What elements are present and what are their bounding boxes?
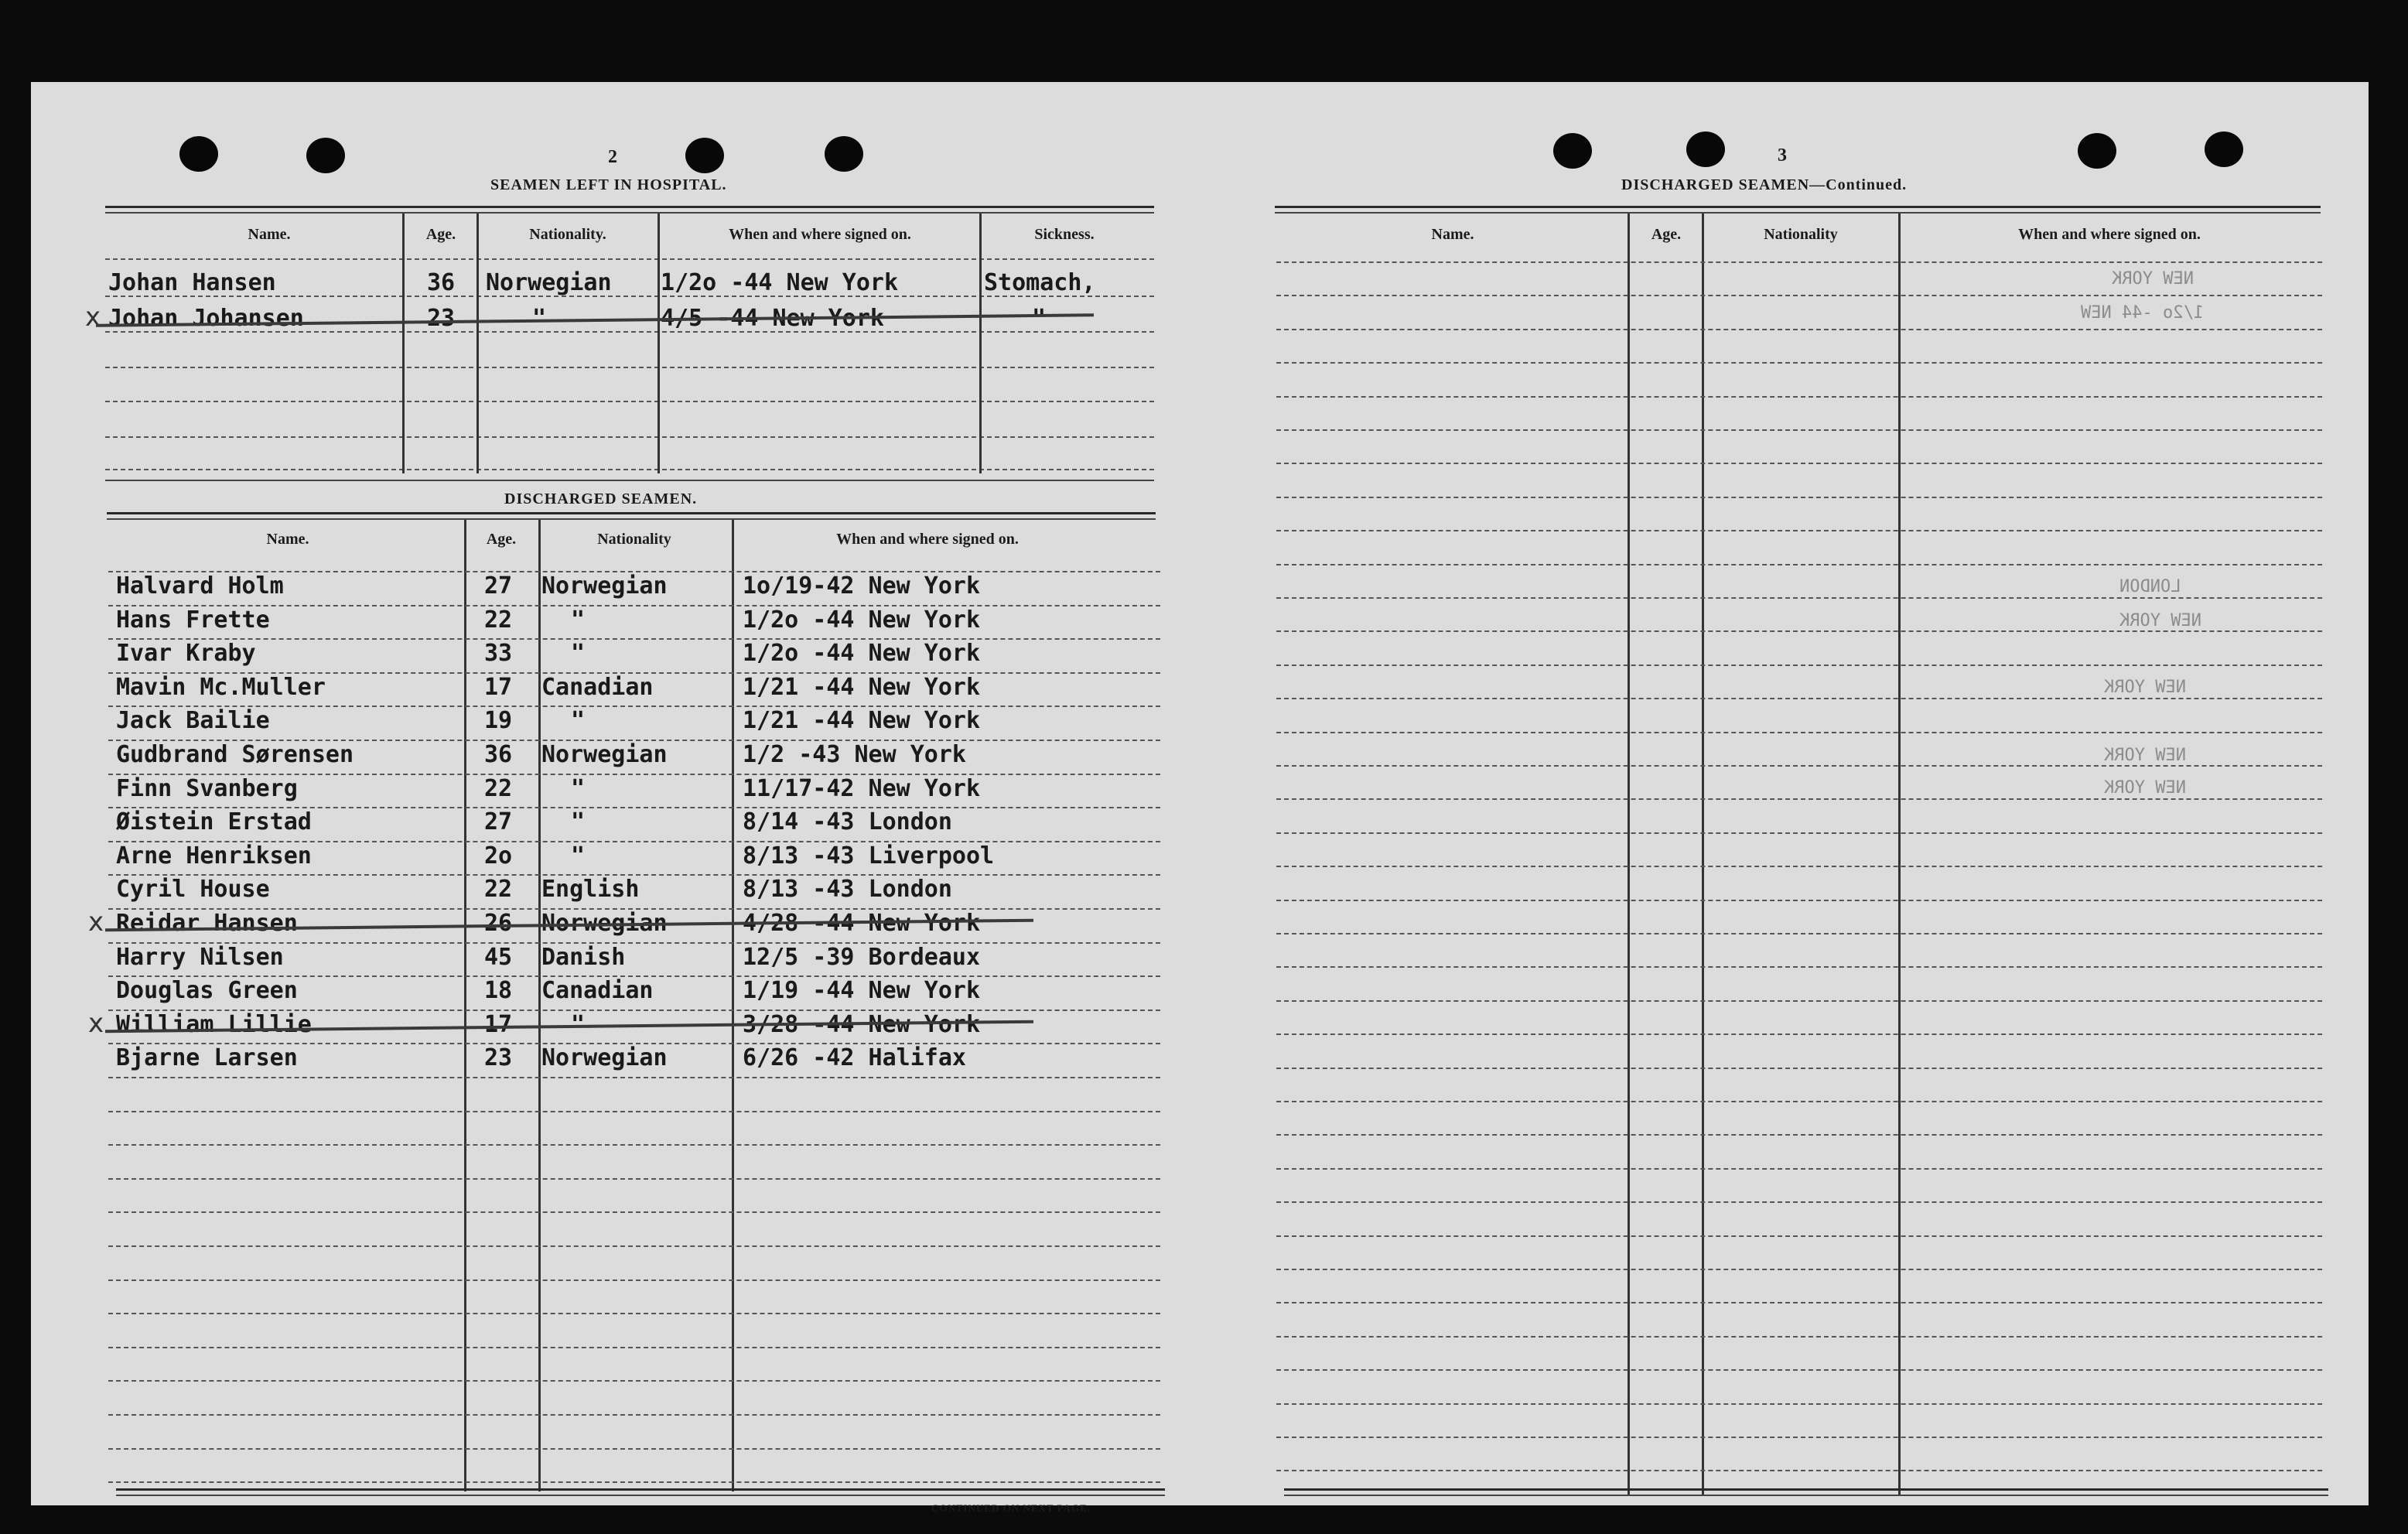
discharged-row-2-name: Hans Frette [116,606,270,634]
bleed-through-text: NEW YORK [2104,746,2186,765]
discharged-row-5-nationality: " [571,707,586,734]
strike-x-mark: x [88,1008,104,1039]
rule [105,212,1154,214]
discharged-row-12-signed: 12/5 -39 Bordeaux [743,944,981,971]
discharged-row-3-name: Ivar Kraby [116,640,256,667]
bleed-through-text: NEW YORK [2104,778,2186,798]
discharged-header-age: Age. [486,531,517,548]
hospital-row-1-nationality: Norwegian [486,269,612,296]
punch-hole [825,136,863,172]
discharged-header-nationality: Nationality [597,531,671,548]
discharged-row-8-age: 27 [484,808,513,835]
discharged-row-2-nationality: " [571,606,586,634]
hospital-header-age: Age. [425,226,456,243]
punch-hole [685,138,724,173]
discharged-row-6-age: 36 [484,741,513,768]
hospital-row-1-sickness: Stomach, [984,269,1096,296]
discharged-row-10-age: 22 [484,876,513,903]
discharged-row-8-name: Øistein Erstad [116,808,312,835]
discharged-section-title: DISCHARGED SEAMEN. [504,490,698,507]
discharged-row-13-signed: 1/19 -44 New York [743,977,981,1004]
hospital-row-1-age: 36 [427,269,456,296]
discharged-row-10-name: Cyril House [116,876,270,903]
discharged-row-7-signed: 11/17-42 New York [743,775,981,802]
discharged-row-11-nationality: Norwegian [541,910,668,937]
discharged-row-7-nationality: " [571,775,586,802]
discharged-row-4-signed: 1/21 -44 New York [743,674,981,701]
discharged-row-2-age: 22 [484,606,513,634]
discharged-row-3-age: 33 [484,640,513,667]
discharged-row-1-age: 27 [484,572,513,600]
discharged-row-2-signed: 1/2o -44 New York [743,606,981,634]
discharged-row-12-name: Harry Nilsen [116,944,284,971]
discharged-row-14-nationality: " [571,1011,586,1038]
hospital-header-name: Name. [248,226,291,243]
punch-hole [1553,133,1592,169]
discharged-row-1-name: Halvard Holm [116,572,284,600]
discharged-row-9-name: Arne Henriksen [116,842,312,869]
discharged-row-14-signed: 3/28 -44 New York [743,1011,981,1038]
hospital-row-2-signed: 4/5 -44 New York [661,305,884,332]
discharged-row-15-age: 23 [484,1044,513,1071]
discharged-row-5-name: Jack Bailie [116,707,270,734]
hospital-section-title: SEAMEN LEFT IN HOSPITAL. [490,176,727,193]
bleed-through-text: LONDON [2119,577,2181,596]
hospital-row-2-sickness: " [1032,305,1047,332]
punch-hole [2078,133,2116,169]
hospital-row-2-name: Johan Johansen [108,305,304,332]
discharged-row-10-signed: 8/13 -43 London [743,876,952,903]
discharged-row-1-signed: 1o/19-42 New York [743,572,981,600]
discharged-row-9-nationality: " [571,842,586,869]
right-header-name: Name. [1431,226,1474,243]
discharged-row-4-age: 17 [484,674,513,701]
discharged-row-13-nationality: Canadian [541,977,654,1004]
hospital-row-1-signed: 1/2o -44 New York [661,269,899,296]
rule [105,206,1154,208]
page-number-right: 3 [1778,145,1787,166]
discharged-header-signed: When and where signed on. [836,531,1019,548]
discharged-row-5-age: 19 [484,707,513,734]
hospital-header-sickness: Sickness. [1034,226,1095,243]
strike-x-mark: x [88,907,104,938]
discharged-row-11-name: Reidar Hansen [116,910,298,937]
discharged-row-12-age: 45 [484,944,513,971]
right-header-nationality: Nationality [1764,226,1838,243]
discharged-row-4-name: Mavin Mc.Muller [116,674,326,701]
discharged-row-9-signed: 8/13 -43 Liverpool [743,842,995,869]
bleed-through-text: NEW YORK [2104,678,2186,697]
discharged-row-4-nationality: Canadian [541,674,654,701]
discharged-row-11-signed: 4/28 -44 New York [743,910,981,937]
continued-note: CONTINUED ON NEXT PAGE. [931,1502,1091,1514]
hospital-row-1-name: Johan Hansen [108,269,276,296]
punch-hole [1686,132,1725,167]
discharged-row-13-age: 18 [484,977,513,1004]
discharged-row-15-nationality: Norwegian [541,1044,668,1071]
hospital-row-2-nationality: " [532,305,547,332]
right-header-signed: When and where signed on. [2018,226,2201,243]
page-number-left: 2 [608,147,617,167]
discharged-row-1-nationality: Norwegian [541,572,668,600]
discharged-row-14-age: 17 [484,1011,513,1038]
discharged-row-15-name: Bjarne Larsen [116,1044,298,1071]
discharged-row-6-nationality: Norwegian [541,741,668,768]
discharged-row-3-signed: 1/2o -44 New York [743,640,981,667]
discharged-row-8-nationality: " [571,808,586,835]
punch-hole [2205,132,2243,167]
discharged-row-14-name: William Lillie [116,1011,312,1038]
discharged-row-5-signed: 1/21 -44 New York [743,707,981,734]
discharged-row-6-signed: 1/2 -43 New York [743,741,966,768]
punch-hole [306,138,345,173]
hospital-header-signed: When and where signed on. [729,226,911,243]
discharged-row-13-name: Douglas Green [116,977,298,1004]
discharged-row-7-age: 22 [484,775,513,802]
ledger-sheet [31,82,2369,1514]
discharged-row-8-signed: 8/14 -43 London [743,808,952,835]
hospital-row-2-age: 23 [427,305,456,332]
punch-hole [179,136,218,172]
bleed-through-text: NEW YORK [2119,611,2201,630]
right-header-age: Age. [1651,226,1682,243]
discharged-row-9-age: 2o [484,842,513,869]
strike-x-mark: x [85,302,101,333]
discharged-row-7-name: Finn Svanberg [116,775,298,802]
discharged-row-11-age: 26 [484,910,513,937]
discharged-row-15-signed: 6/26 -42 Halifax [743,1044,966,1071]
right-section-title: DISCHARGED SEAMEN—Continued. [1621,176,1908,193]
discharged-row-12-nationality: Danish [541,944,626,971]
discharged-row-6-name: Gudbrand Sørensen [116,741,354,768]
bleed-through-text: 1/2o -44 NEW [2081,303,2204,323]
hospital-header-nationality: Nationality. [529,226,606,243]
bleed-through-text: NEW YORK [2112,269,2194,289]
discharged-row-3-nationality: " [571,640,586,667]
discharged-row-10-nationality: English [541,876,640,903]
discharged-header-name: Name. [266,531,309,548]
